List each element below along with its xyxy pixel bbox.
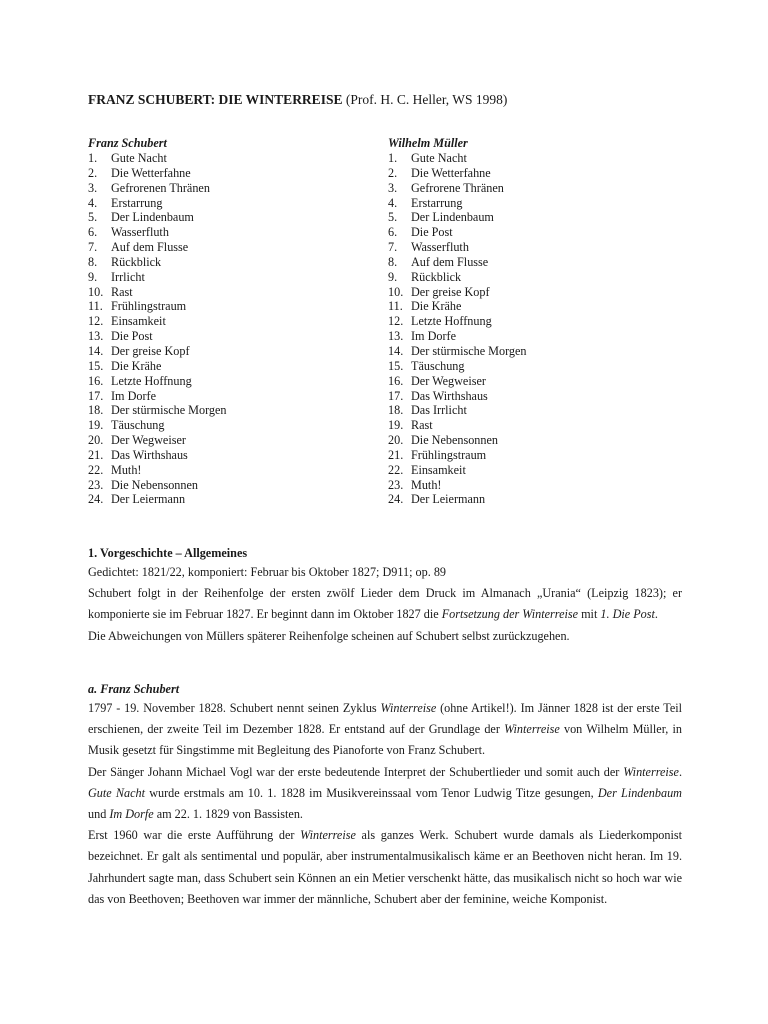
song-list-item (88, 151, 227, 166)
song-list-item (388, 196, 527, 211)
song-list-item (88, 181, 227, 196)
italic-title: Der Lindenbaum (597, 785, 682, 800)
song-number: 20. (88, 433, 104, 448)
song-number: 18. (88, 403, 104, 418)
song-number: 15. (388, 358, 404, 373)
song-number: 11. (88, 299, 103, 314)
song-title: Die Nebensonnen (411, 433, 498, 448)
text-run: von Wilhelm Müller, in Musik gesetzt für Singstimme mit Begleitung des Pianoforte von Franz Schubert. (88, 722, 682, 758)
song-list-item (88, 374, 227, 389)
section-heading: a. Franz Schubert (88, 682, 180, 696)
song-list-item (88, 344, 227, 359)
text-run: Schubert folgt in der Reihenfolge der ersten zwölf Lieder dem Druck im Almanach „Urania“ (Leipzig 1823); er komponierte sie im Februar 1827. Er beginnt dann im Oktober 1827 die (88, 586, 682, 622)
song-title: Im Dorfe (411, 329, 457, 344)
song-number: 13. (388, 329, 404, 344)
paragraph-reihenfolge (88, 583, 682, 625)
song-title: Wasserfluth (111, 225, 169, 240)
italic-title: Im Dorfe (109, 807, 154, 822)
song-list-item (88, 478, 227, 493)
song-title: Erstarrung (411, 195, 463, 210)
song-title: Einsamkeit (111, 314, 166, 329)
song-list-item (388, 270, 527, 285)
song-title: Rast (111, 284, 133, 299)
song-title: Das Irrlicht (411, 403, 467, 418)
song-list-item (388, 151, 527, 166)
song-number: 2. (88, 165, 98, 180)
song-number: 7. (388, 240, 398, 255)
song-title: Der Lindenbaum (111, 210, 194, 225)
song-number: 3. (388, 180, 398, 195)
section-vorgeschichte (88, 544, 682, 647)
mueller-song-list (388, 136, 527, 507)
italic-title: Winterreise (504, 722, 560, 737)
paragraph-dates: Gedichtet: 1821/22, komponiert: Februar bis Oktober 1827; D911; op. 89 (88, 565, 447, 579)
song-list-item (388, 463, 527, 478)
song-list-item (88, 285, 227, 300)
song-number: 23. (388, 477, 404, 492)
song-number: 5. (388, 210, 398, 225)
song-title: Auf dem Flusse (411, 254, 489, 269)
song-list-item (388, 314, 527, 329)
song-number: 13. (88, 329, 104, 344)
song-title: Der Leiermann (411, 492, 486, 507)
paragraph-abweichungen: Die Abweichungen von Müllers späterer Reihenfolge scheinen auf Schubert selbst zurückzugehen. (88, 628, 570, 643)
song-title: Einsamkeit (411, 462, 466, 477)
song-list-item (388, 329, 527, 344)
song-number: 2. (388, 165, 398, 180)
song-list-item (88, 389, 227, 404)
song-title: Muth! (111, 462, 142, 477)
song-list-item (388, 433, 527, 448)
song-list-item (388, 255, 527, 270)
song-number: 15. (88, 358, 104, 373)
song-list-item (88, 196, 227, 211)
song-number: 4. (388, 195, 398, 210)
song-title: Letzte Hoffnung (411, 314, 492, 329)
song-title: Gute Nacht (411, 151, 467, 165)
song-list-item (388, 181, 527, 196)
document-title (88, 92, 507, 108)
song-list-item (388, 403, 527, 418)
song-list-item (88, 210, 227, 225)
song-number: 21. (388, 447, 404, 462)
song-title: Täuschung (111, 418, 165, 433)
italic-title: Winterreise (380, 701, 437, 715)
song-list-item (88, 433, 227, 448)
song-number: 16. (88, 373, 104, 388)
song-list-item (88, 418, 227, 433)
song-title: Der Wegweiser (111, 433, 186, 448)
paragraph-reception (88, 825, 682, 910)
song-list-item (88, 463, 227, 478)
song-title: Frühlingstraum (111, 299, 187, 314)
song-list-item (88, 255, 227, 270)
song-list-item (388, 210, 527, 225)
song-title: Das Wirthshaus (111, 447, 188, 462)
song-number: 9. (388, 269, 398, 284)
song-number: 10. (88, 284, 104, 299)
song-list-item (88, 448, 227, 463)
text-run: . (678, 764, 682, 779)
song-number: 21. (88, 447, 104, 462)
song-number: 10. (388, 284, 404, 299)
song-list-item (388, 389, 527, 404)
italic-title: Winterreise (623, 764, 679, 779)
song-title: Der greise Kopf (411, 284, 490, 299)
song-number: 19. (88, 418, 104, 433)
song-title: Der stürmische Morgen (411, 343, 527, 358)
song-title: Die Wetterfahne (111, 165, 191, 180)
section-heading: 1. Vorgeschichte – Allgemeines (88, 546, 248, 560)
mueller-ordered-list (388, 151, 527, 507)
song-title: Erstarrung (111, 195, 163, 210)
song-number: 24. (388, 492, 404, 507)
song-list-item (88, 329, 227, 344)
song-title: Der Wegweiser (411, 373, 486, 388)
song-title: Die Post (411, 225, 453, 240)
song-title: Das Wirthshaus (411, 388, 488, 403)
song-number: 23. (88, 477, 104, 492)
song-list-item (388, 299, 527, 314)
song-title: Frühlingstraum (411, 447, 487, 462)
schubert-song-list (88, 136, 227, 507)
song-title: Gefrorenen Thränen (111, 180, 210, 195)
text-run: Erst 1960 war die erste Aufführung der (88, 828, 301, 843)
text-run: mit (578, 607, 601, 622)
song-title: Die Krähe (111, 358, 162, 373)
song-list-item (88, 403, 227, 418)
song-number: 6. (388, 225, 398, 240)
song-number: 6. (88, 225, 98, 240)
text-run: (ohne Artikel!). Im Jänner 1828 ist der erste Teil erschienen, der zweite Teil im Dezember 1828. Er entstand auf der Grundlage der (88, 701, 683, 737)
title-main: FRANZ SCHUBERT: DIE WINTERREISE (88, 92, 343, 107)
song-number: 19. (388, 418, 404, 433)
song-number: 9. (88, 269, 98, 284)
song-number: 11. (388, 299, 403, 314)
song-title: Die Krähe (411, 299, 462, 314)
text-run: wurde erstmals am 10. 1. 1828 im Musikvereinssaal vom Tenor Ludwig Titze gesungen, (145, 785, 598, 800)
song-title: Wasserfluth (411, 240, 469, 255)
song-number: 24. (88, 492, 104, 507)
song-title: Auf dem Flusse (111, 240, 189, 255)
song-list-item (388, 285, 527, 300)
song-list-item (388, 359, 527, 374)
song-number: 12. (388, 314, 404, 329)
song-list-item (388, 492, 527, 507)
italic-title: Gute Nacht (88, 785, 146, 800)
song-list-item (88, 240, 227, 255)
paragraph-vogl (88, 762, 682, 826)
song-number: 17. (388, 388, 404, 403)
song-number: 17. (88, 388, 104, 403)
song-title: Der Leiermann (111, 492, 186, 507)
song-list-item (388, 478, 527, 493)
song-number: 7. (88, 240, 98, 255)
title-subtitle: (Prof. H. C. Heller, WS 1998) (342, 92, 508, 107)
song-number: 8. (88, 254, 98, 269)
song-title: Irrlicht (111, 269, 145, 284)
mueller-list-heading: Wilhelm Müller (388, 136, 468, 150)
song-number: 22. (88, 462, 104, 477)
song-number: 5. (88, 210, 98, 225)
text-run: Der Sänger Johann Michael Vogl war der erste bedeutende Interpret der Schubertlieder und somit auch der (88, 764, 624, 779)
song-title: Letzte Hoffnung (111, 373, 192, 388)
song-title: Rückblick (111, 254, 162, 269)
song-title: Rast (411, 418, 433, 433)
song-title: Der greise Kopf (111, 343, 190, 358)
song-list-item (388, 225, 527, 240)
song-list-item (388, 448, 527, 463)
schubert-ordered-list (88, 151, 227, 507)
text-run: am 22. 1. 1829 von Bassisten. (153, 807, 303, 822)
song-list-item (388, 374, 527, 389)
paragraph-biography (88, 698, 682, 762)
song-number: 14. (88, 343, 104, 358)
song-title: Die Post (111, 329, 153, 344)
italic-title: Winterreise (300, 828, 356, 843)
song-list-item (88, 314, 227, 329)
song-list-item (88, 270, 227, 285)
song-number: 20. (388, 433, 404, 448)
song-number: 12. (88, 314, 104, 329)
schubert-list-heading: Franz Schubert (88, 136, 167, 150)
text-run: als ganzes Werk. Schubert wurde damals als Liederkomponist bezeichnet. Er galt als sentimental und populär, aber instrumentalmusikalisch käme er an Beethoven nicht heran. Im 19. Jahrhundert sagte man, dass Schubert sein Können an ein Metier verschenkt hätte, das musikalisch nicht so hoch war wie das von Beethoven; Beethoven war immer der männliche, Schubert aber der feminine, weiche Komponist. (88, 828, 682, 906)
song-list-item (88, 225, 227, 240)
song-number: 1. (88, 151, 98, 165)
song-number: 14. (388, 343, 404, 358)
song-title: Muth! (411, 477, 442, 492)
song-title: Täuschung (411, 358, 465, 373)
song-list-item (388, 240, 527, 255)
song-list-item (388, 418, 527, 433)
song-title: Der Lindenbaum (411, 210, 494, 225)
song-title: Gute Nacht (111, 151, 167, 165)
song-title: Gefrorene Thränen (411, 180, 504, 195)
song-number: 4. (88, 195, 98, 210)
song-title: Rückblick (411, 269, 462, 284)
italic-title: Fortsetzung der Winterreise (441, 607, 579, 622)
song-list-item (88, 359, 227, 374)
song-list-item (388, 166, 527, 181)
song-title: Der stürmische Morgen (111, 403, 227, 418)
text-run: und (88, 807, 110, 822)
song-number: 3. (88, 180, 98, 195)
song-number: 8. (388, 254, 398, 269)
text-run: . (654, 607, 658, 622)
italic-title: 1. Die Post (600, 607, 655, 622)
song-title: Die Nebensonnen (111, 477, 198, 492)
song-list-item (88, 166, 227, 181)
song-number: 22. (388, 462, 404, 477)
song-list-item (88, 299, 227, 314)
song-list-item (88, 492, 227, 507)
section-franz-schubert (88, 680, 682, 910)
song-list-item (388, 344, 527, 359)
song-number: 1. (388, 151, 398, 165)
song-title: Die Wetterfahne (411, 165, 491, 180)
song-title: Im Dorfe (111, 388, 157, 403)
song-number: 16. (388, 373, 404, 388)
text-run: 1797 - 19. November 1828. Schubert nennt seinen Zyklus (88, 701, 381, 715)
song-number: 18. (388, 403, 404, 418)
